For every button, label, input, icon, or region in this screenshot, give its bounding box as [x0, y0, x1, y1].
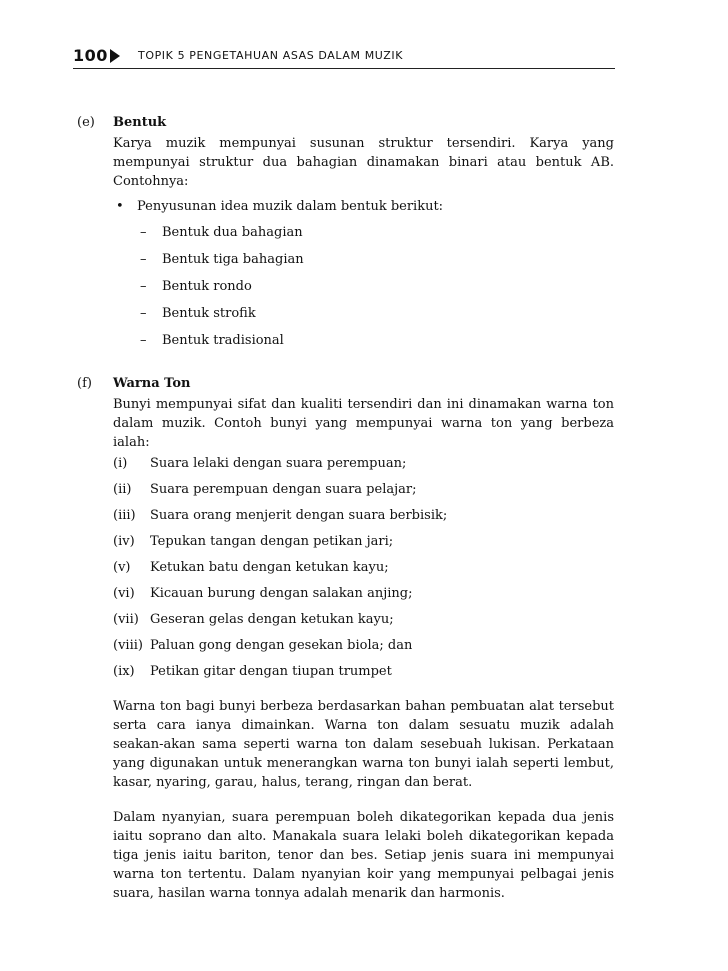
section-intro: Bunyi mempunyai sifat dan kualiti tersendiri dan ini dinamakan warna ton dalam muzik. Contoh bunyi yang mempunyai warna ton yang berbeza ialah:: [113, 397, 614, 450]
bullet-text: Penyusunan idea muzik dalam bentuk berikut:: [137, 199, 444, 214]
list-item: Bentuk strofik: [162, 306, 256, 321]
example-text: Suara orang menjerit dengan suara berbisik;: [150, 508, 448, 523]
dash-icon: –: [140, 225, 147, 240]
example-number: (ix): [113, 664, 135, 679]
list-item: Bentuk tradisional: [162, 333, 284, 348]
example-number: (v): [113, 560, 131, 575]
section-label: (f): [77, 376, 92, 391]
dash-icon: –: [140, 279, 147, 294]
paragraph-timbre-explanation: Warna ton bagi bunyi berbeza berdasarkan bahan pembuatan alat tersebut serta cara ianya dimainkan. Warna ton dalam sesuatu muzik adalah seakan-akan sama seperti warna ton dalam sesebuah lukisan. Perkataan yang digunakan untuk menerangkan warna ton bunyi ialah seperti lembut, kasar, nyaring, garau, halus, terang, ringan dan berat.: [113, 699, 614, 790]
example-number: (iv): [113, 534, 135, 549]
page-header: [73, 46, 615, 69]
example-text: Ketukan batu dengan ketukan kayu;: [150, 560, 389, 575]
list-item: Bentuk dua bahagian: [162, 225, 303, 240]
list-item: Bentuk rondo: [162, 279, 252, 294]
example-number: (ii): [113, 482, 132, 497]
example-text: Paluan gong dengan gesekan biola; dan: [150, 638, 413, 653]
example-text: Suara lelaki dengan suara perempuan;: [150, 456, 407, 471]
bullet-icon: •: [116, 199, 124, 214]
list-item: Bentuk tiga bahagian: [162, 252, 304, 267]
section-title: Warna Ton: [113, 376, 191, 391]
section-title: Bentuk: [113, 115, 167, 130]
example-number: (viii): [113, 638, 143, 653]
dash-icon: –: [140, 333, 147, 348]
running-title: TOPIK 5 PENGETAHUAN ASAS DALAM MUZIK: [138, 49, 404, 62]
dash-icon: –: [140, 306, 147, 321]
example-text: Tepukan tangan dengan petikan jari;: [150, 534, 394, 549]
play-arrow-icon: [110, 49, 120, 63]
section-intro: Karya muzik mempunyai susunan struktur tersendiri. Karya yang mempunyai struktur dua bahagian dinamakan binari atau bentuk AB. Contohnya:: [113, 136, 614, 189]
example-text: Petikan gitar dengan tiupan trumpet: [150, 664, 392, 679]
example-number: (vi): [113, 586, 135, 601]
page-number: 100: [73, 46, 108, 65]
section-label: (e): [77, 115, 95, 130]
example-number: (iii): [113, 508, 136, 523]
paragraph-voice-types: Dalam nyanyian, suara perempuan boleh dikategorikan kepada dua jenis iaitu soprano dan alto. Manakala suara lelaki boleh dikategorikan kepada tiga jenis iaitu bariton, tenor dan bes. Setiap jenis suara ini mempunyai warna ton tertentu. Dalam nyanyian koir yang mempunyai pelbagai jenis suara, hasilan warna tonnya adalah menarik dan harmonis.: [113, 810, 614, 901]
dash-icon: –: [140, 252, 147, 267]
example-number: (i): [113, 456, 128, 471]
example-text: Suara perempuan dengan suara pelajar;: [150, 482, 417, 497]
example-number: (vii): [113, 612, 139, 627]
example-text: Kicauan burung dengan salakan anjing;: [150, 586, 413, 601]
example-text: Geseran gelas dengan ketukan kayu;: [150, 612, 394, 627]
